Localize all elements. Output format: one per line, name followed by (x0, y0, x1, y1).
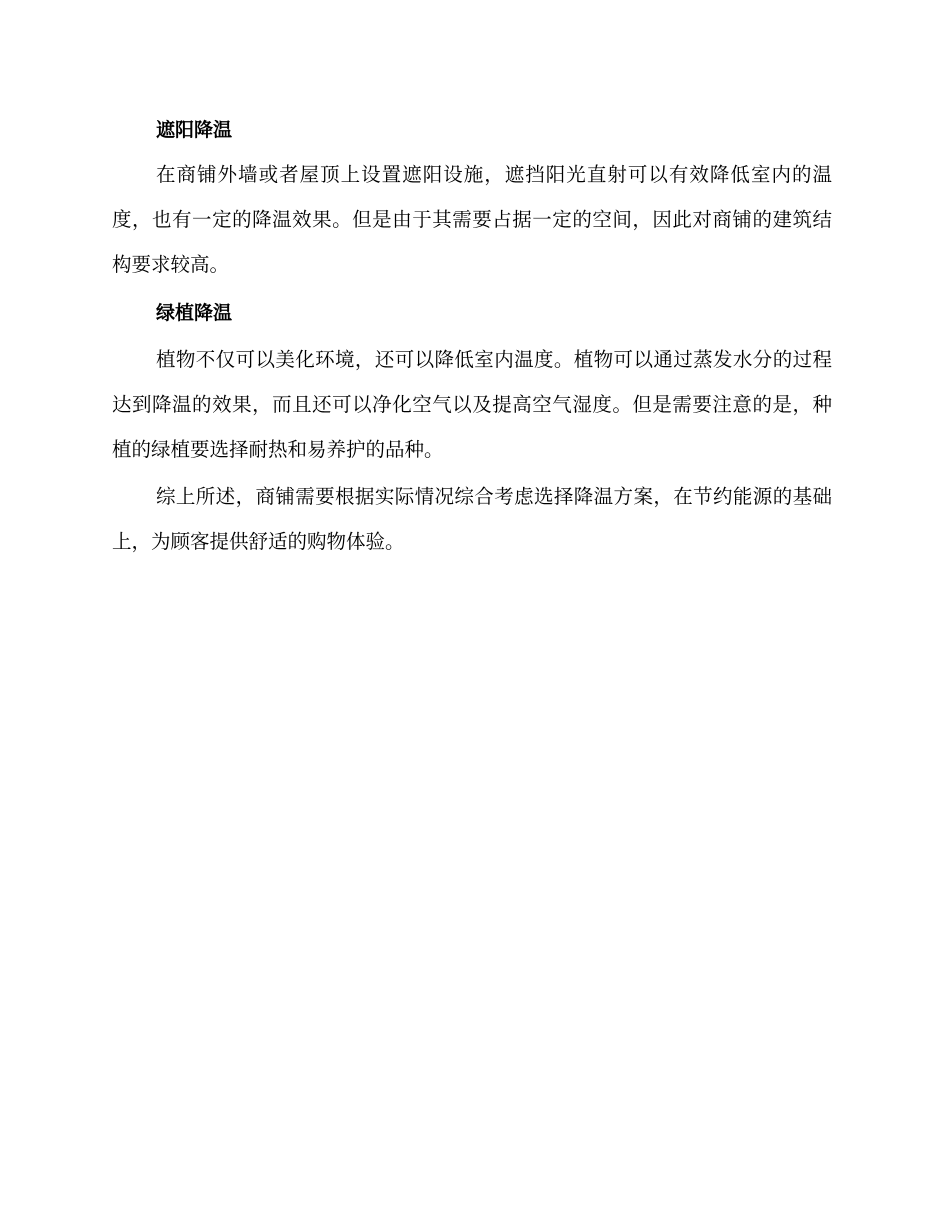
section-paragraph-shade-cooling: 在商铺外墙或者屋顶上设置遮阳设施，遮挡阳光直射可以有效降低室内的温度，也有一定的降温效果。但是由于其需要占据一定的空间，因此对商铺的建筑结构要求较高。 (112, 163, 832, 276)
section-heading-shade-cooling: 遮阳降温 (156, 119, 233, 141)
section-paragraph-plant-cooling: 植物不仅可以美化环境，还可以降低室内温度。植物可以通过蒸发水分的过程达到降温的效果，而且还可以净化空气以及提高空气湿度。但是需要注意的是，种植的绿植要选择耐热和易养护的品种。 (112, 348, 832, 461)
section-heading-plant-cooling: 绿植降温 (156, 302, 233, 324)
conclusion-paragraph: 综上所述，商铺需要根据实际情况综合考虑选择降温方案，在节约能源的基础上，为顾客提供舒适的购物体验。 (112, 485, 832, 553)
document-page (112, 108, 832, 566)
